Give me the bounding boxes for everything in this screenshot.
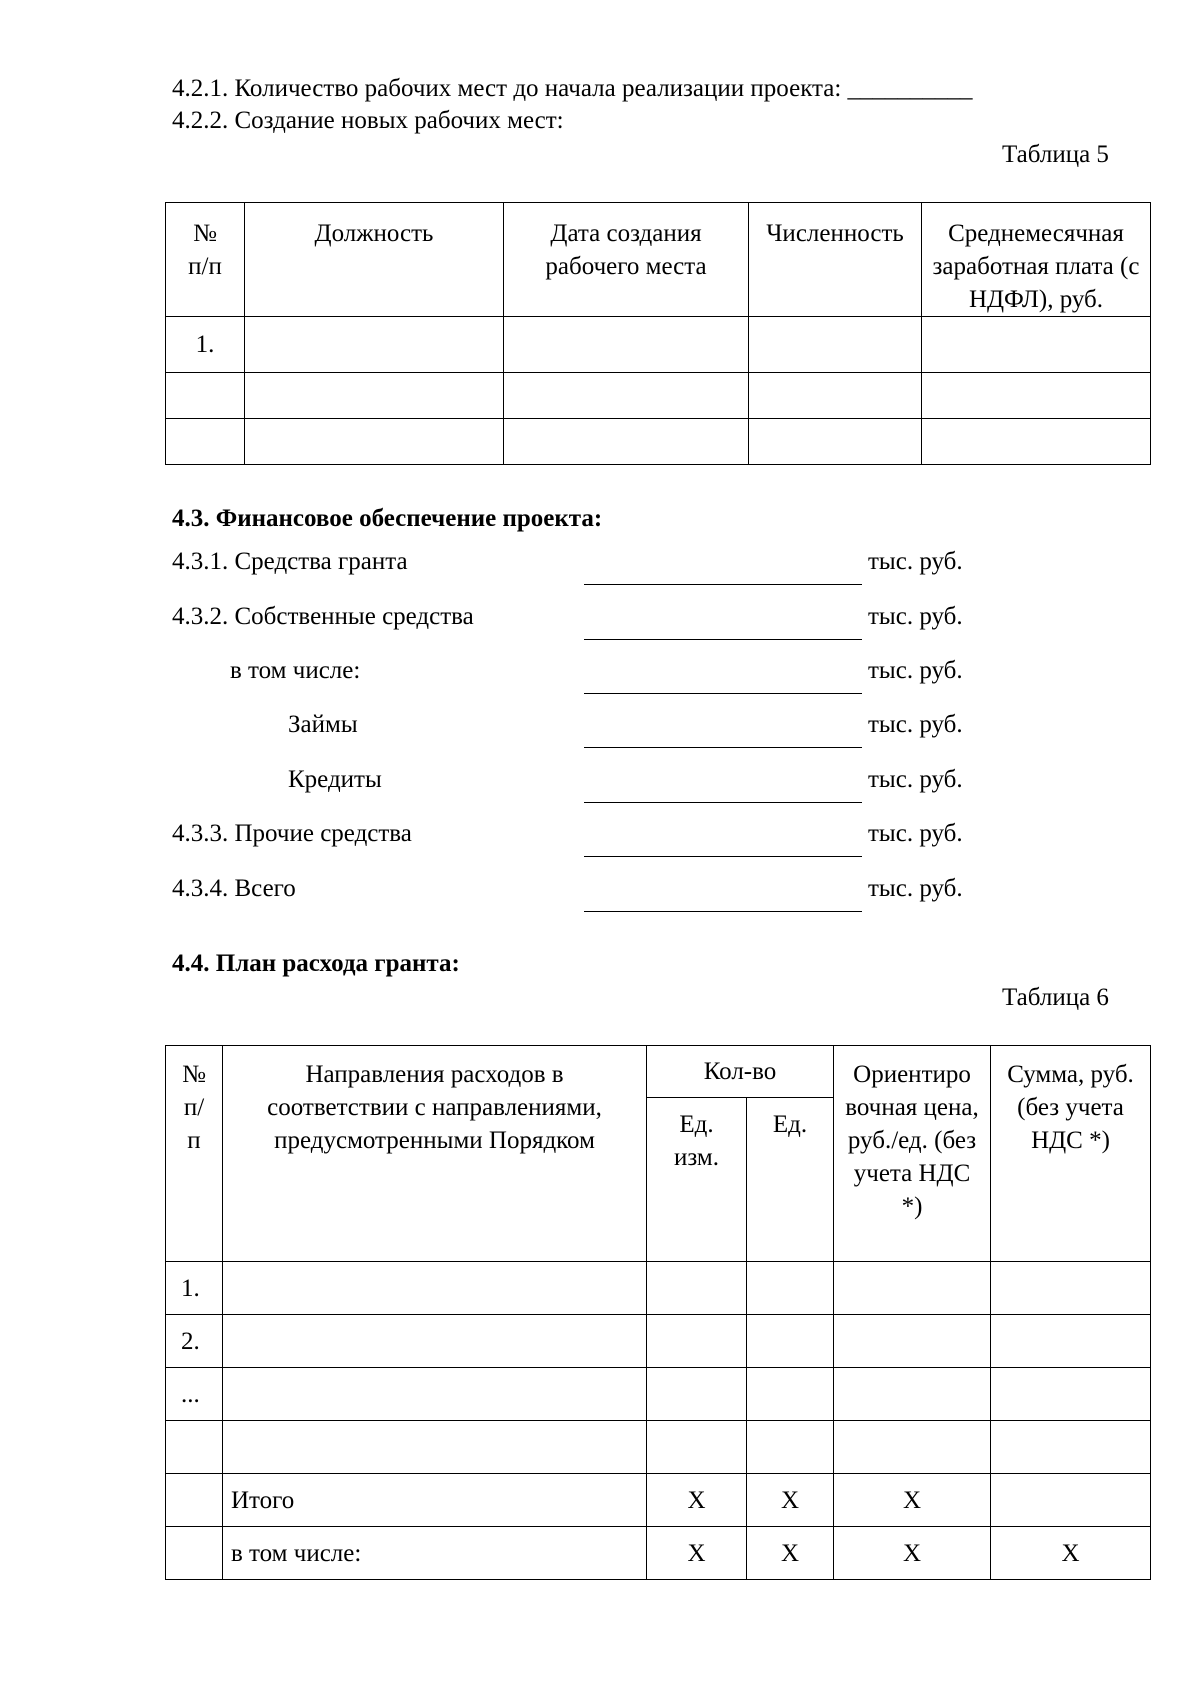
- t5-cell[interactable]: [245, 317, 504, 373]
- table-row: [166, 317, 1151, 373]
- total-field[interactable]: [584, 911, 862, 912]
- t6-cell[interactable]: [223, 1315, 647, 1368]
- t6-cell[interactable]: [747, 1368, 834, 1421]
- t6-header-units: Ед.: [747, 1098, 834, 1262]
- item-other-funds: 4.3.3. Прочие средства: [172, 820, 412, 847]
- t5-header-salary: Среднемесячная заработная плата (с НДФЛ), руб.: [922, 203, 1151, 317]
- t5-header-position: Должность: [245, 203, 504, 317]
- t6-cell-num: 1.: [166, 1262, 223, 1315]
- unit-label: тыс. руб.: [868, 548, 963, 575]
- t6-cell-num: [166, 1474, 223, 1527]
- t6-header-directions: Направления расходов в соответствии с направлениями, предусмотренными Порядком: [223, 1046, 647, 1262]
- t5-cell[interactable]: [504, 373, 749, 419]
- t5-header-date: Дата создания рабочего места: [504, 203, 749, 317]
- unit-label: тыс. руб.: [868, 711, 963, 738]
- t6-cell-x: X: [747, 1474, 834, 1527]
- table6-caption: Таблица 6: [1002, 984, 1109, 1011]
- item-4-2-1: 4.2.1. Количество рабочих мест до начала реализации проекта: __________: [172, 75, 973, 102]
- table-row-including: [166, 1527, 1151, 1580]
- t6-cell-num: ...: [166, 1368, 223, 1421]
- t6-header-num: № п/п: [166, 1046, 223, 1262]
- item-total: 4.3.4. Всего: [172, 875, 296, 902]
- t6-cell[interactable]: [991, 1368, 1151, 1421]
- section-4-3-title: 4.3. Финансовое обеспечение проекта:: [172, 505, 603, 532]
- t5-cell[interactable]: [749, 373, 922, 419]
- loans-field[interactable]: [584, 747, 862, 748]
- own-funds-field[interactable]: [584, 639, 862, 640]
- t6-cell[interactable]: [647, 1262, 747, 1315]
- t6-cell-num: [166, 1527, 223, 1580]
- t6-cell[interactable]: [747, 1421, 834, 1474]
- t6-cell-total-sum[interactable]: [991, 1474, 1151, 1527]
- item-own-funds: 4.3.2. Собственные средства: [172, 603, 474, 630]
- t6-cell[interactable]: [834, 1368, 991, 1421]
- t6-cell[interactable]: [834, 1315, 991, 1368]
- t6-cell-x: X: [834, 1527, 991, 1580]
- t5-cell[interactable]: [166, 373, 245, 419]
- item-4-2-2: 4.2.2. Создание новых рабочих мест:: [172, 107, 564, 134]
- t6-cell[interactable]: [223, 1421, 647, 1474]
- t6-cell[interactable]: [223, 1262, 647, 1315]
- t5-header-num: № п/п: [166, 203, 245, 317]
- including-field[interactable]: [584, 693, 862, 694]
- item-loans: Займы: [288, 711, 358, 738]
- t5-cell[interactable]: 1.: [166, 317, 245, 373]
- t6-header-price: Ориентиро вочная цена, руб./ед. (без учета НДС *): [834, 1046, 991, 1262]
- t6-cell-x: X: [747, 1527, 834, 1580]
- table5-caption: Таблица 5: [1002, 141, 1109, 168]
- table-row: [166, 1315, 1151, 1368]
- t6-cell[interactable]: [834, 1421, 991, 1474]
- t5-cell[interactable]: [504, 419, 749, 465]
- table-6: [165, 1045, 1151, 1580]
- t6-cell[interactable]: [991, 1262, 1151, 1315]
- t5-cell[interactable]: [749, 317, 922, 373]
- t5-cell[interactable]: [245, 419, 504, 465]
- table-row: [166, 1262, 1151, 1315]
- t6-cell[interactable]: [647, 1421, 747, 1474]
- t6-cell[interactable]: [747, 1315, 834, 1368]
- unit-label: тыс. руб.: [868, 875, 963, 902]
- table-row: [166, 419, 1151, 465]
- t6-header-unit: Ед. изм.: [647, 1098, 747, 1262]
- grant-funds-field[interactable]: [584, 584, 862, 585]
- t6-cell-x: X: [834, 1474, 991, 1527]
- item-including: в том числе:: [230, 657, 361, 684]
- t5-cell[interactable]: [504, 317, 749, 373]
- table-row: [166, 373, 1151, 419]
- table-row: [166, 1421, 1151, 1474]
- t6-cell-x: X: [991, 1527, 1151, 1580]
- t5-cell[interactable]: [922, 419, 1151, 465]
- unit-label: тыс. руб.: [868, 820, 963, 847]
- t6-cell-num: [166, 1421, 223, 1474]
- t5-header-count: Численность: [749, 203, 922, 317]
- t6-cell-x: X: [647, 1474, 747, 1527]
- t5-cell[interactable]: [245, 373, 504, 419]
- t5-cell[interactable]: [922, 317, 1151, 373]
- table-row: [166, 1368, 1151, 1421]
- table-5: [165, 202, 1151, 465]
- item-credits: Кредиты: [288, 766, 382, 793]
- section-4-4-title: 4.4. План расхода гранта:: [172, 950, 460, 977]
- t6-cell-num: 2.: [166, 1315, 223, 1368]
- t6-header-qty: Кол-во: [647, 1046, 834, 1098]
- t6-cell[interactable]: [223, 1368, 647, 1421]
- t6-cell[interactable]: [991, 1315, 1151, 1368]
- t5-cell[interactable]: [749, 419, 922, 465]
- unit-label: тыс. руб.: [868, 657, 963, 684]
- t6-cell[interactable]: [647, 1368, 747, 1421]
- t6-cell-x: X: [647, 1527, 747, 1580]
- t6-cell-including-label: в том числе:: [223, 1527, 647, 1580]
- credits-field[interactable]: [584, 802, 862, 803]
- t6-cell[interactable]: [834, 1262, 991, 1315]
- t6-header-sum: Сумма, руб. (без учета НДС *): [991, 1046, 1151, 1262]
- item-grant-funds: 4.3.1. Средства гранта: [172, 548, 408, 575]
- t6-cell[interactable]: [747, 1262, 834, 1315]
- other-funds-field[interactable]: [584, 856, 862, 857]
- unit-label: тыс. руб.: [868, 603, 963, 630]
- t6-cell-total-label: Итого: [223, 1474, 647, 1527]
- t6-cell[interactable]: [647, 1315, 747, 1368]
- t6-cell[interactable]: [991, 1421, 1151, 1474]
- table-row-total: [166, 1474, 1151, 1527]
- unit-label: тыс. руб.: [868, 766, 963, 793]
- t5-cell[interactable]: [922, 373, 1151, 419]
- t5-cell[interactable]: [166, 419, 245, 465]
